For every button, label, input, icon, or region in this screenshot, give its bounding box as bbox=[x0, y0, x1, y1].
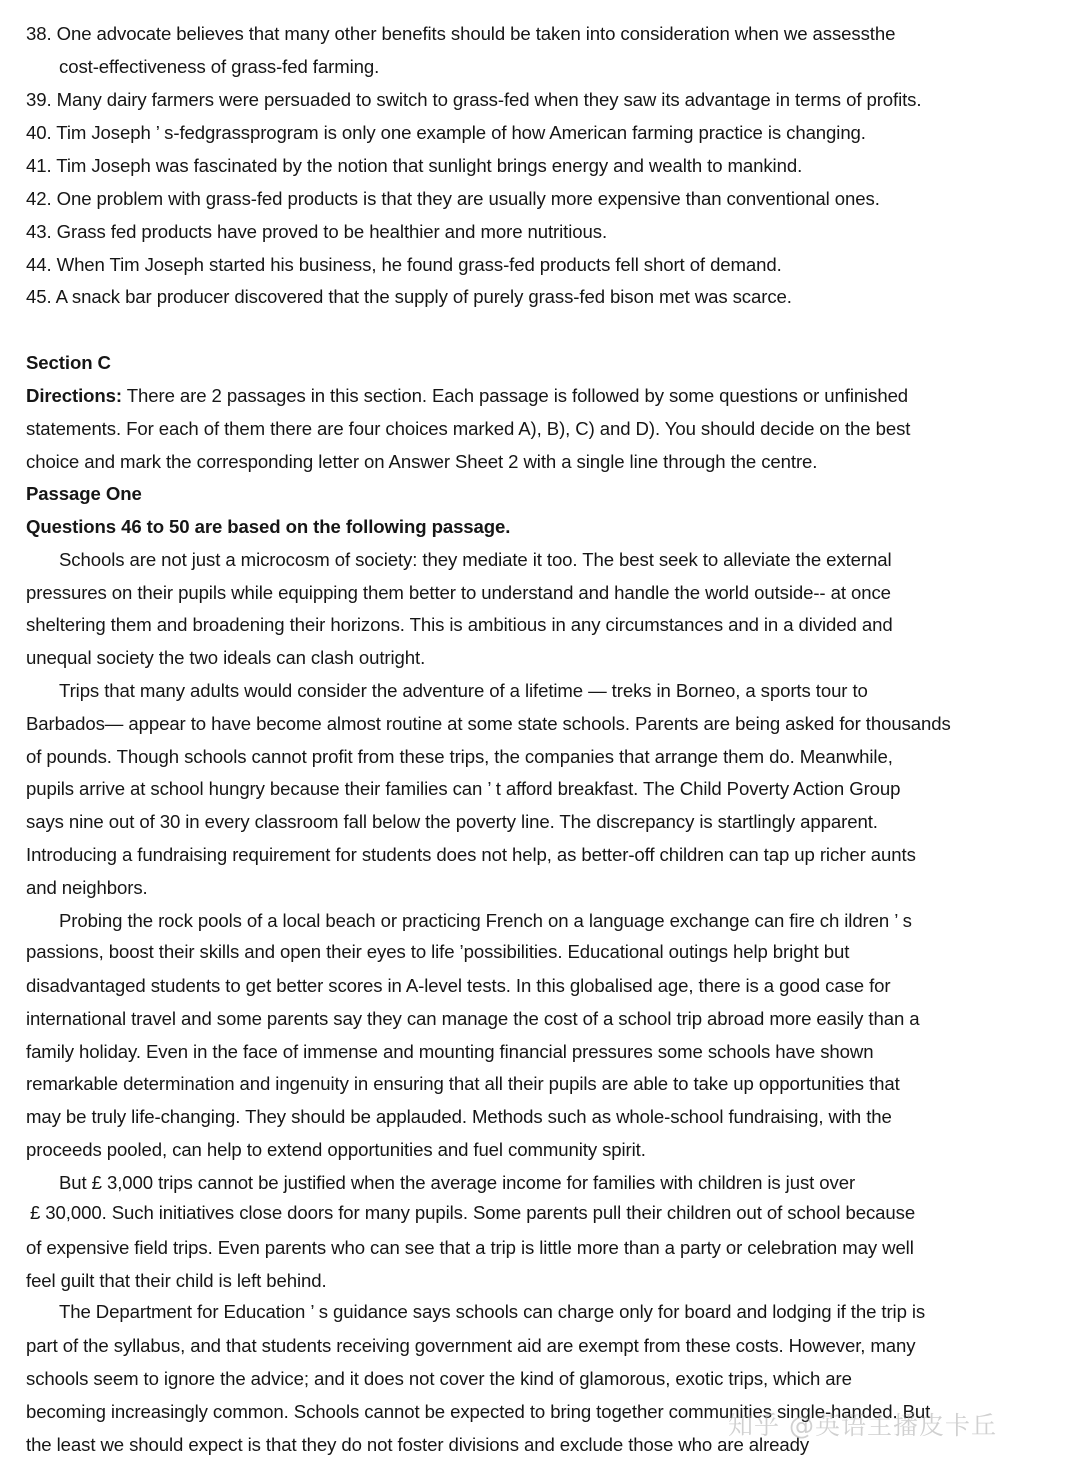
passage-line: of pounds. Though schools cannot profit from these trips, the companies that arrange them do. Meanwhile, bbox=[26, 746, 893, 767]
questions-heading: Questions 46 to 50 are based on the following passage. bbox=[26, 516, 511, 537]
passage-line: Trips that many adults would consider the adventure of a lifetime — treks in Borneo, a sports tour to bbox=[59, 680, 868, 701]
passage-line: the least we should expect is that they do not foster divisions and exclude those who are already bbox=[26, 1434, 810, 1455]
passage-line: of expensive field trips. Even parents who can see that a trip is little more than a party or celebration may well bbox=[26, 1237, 914, 1258]
statement-43: 43. Grass fed products have proved to be healthier and more nutritious. bbox=[26, 221, 608, 242]
passage-line: unequal society the two ideals can clash outright. bbox=[26, 647, 426, 668]
passage-line: family holiday. Even in the face of immense and mounting financial pressures some schools have shown bbox=[26, 1041, 874, 1062]
passage-line: But £ 3,000 trips cannot be justified when the average income for families with children is just over bbox=[59, 1172, 856, 1193]
document-page bbox=[26, 0, 1066, 1468]
statement-38: 38. One advocate believes that many other benefits should be taken into consideration when we assessthe bbox=[26, 23, 896, 44]
watermark: 知乎 @英语主播皮卡丘 bbox=[728, 1411, 997, 1440]
passage-title: Passage One bbox=[26, 483, 142, 504]
statement-44: 44. When Tim Joseph started his business, he found grass-fed products fell short of demand. bbox=[26, 254, 782, 275]
passage-line: proceeds pooled, can help to extend opportunities and fuel community spirit. bbox=[26, 1139, 646, 1160]
section-heading: Section C bbox=[26, 352, 111, 373]
passage-line: becoming increasingly common. Schools cannot be expected to bring together communities single-handed. But bbox=[26, 1401, 931, 1422]
passage-line: pupils arrive at school hungry because their families can ’ t afford breakfast. The Child Poverty Action Group bbox=[26, 778, 901, 799]
directions-line-1 bbox=[26, 384, 908, 408]
passage-line: international travel and some parents say they can manage the cost of a school trip abroad more easily than a bbox=[26, 1008, 920, 1029]
passage-line: part of the syllabus, and that students receiving government aid are exempt from these costs. However, many bbox=[26, 1335, 916, 1356]
passage-line: Schools are not just a microcosm of society: they mediate it too. The best seek to alleviate the external bbox=[59, 549, 892, 570]
passage-line: passions, boost their skills and open their eyes to life ’possibilities. Educational outings help bright but bbox=[26, 941, 850, 962]
passage-line: feel guilt that their child is left behind. bbox=[26, 1270, 327, 1291]
passage-line: says nine out of 30 in every classroom fall below the poverty line. The discrepancy is startlingly apparent. bbox=[26, 811, 878, 832]
passage-line: Probing the rock pools of a local beach or practicing French on a language exchange can fire ch ildren ’ s bbox=[59, 910, 912, 931]
passage-line: Introducing a fundraising requirement for students does not help, as better-off children can tap up richer aunts bbox=[26, 844, 916, 865]
passage-line: schools seem to ignore the advice; and it does not cover the kind of glamorous, exotic trips, which are bbox=[26, 1368, 852, 1389]
statement-39: 39. Many dairy farmers were persuaded to switch to grass-fed when they saw its advantage in terms of profits. bbox=[26, 89, 922, 110]
passage-line: remarkable determination and ingenuity in ensuring that all their pupils are able to take up opportunities that bbox=[26, 1073, 900, 1094]
passage-line: and neighbors. bbox=[26, 877, 148, 898]
passage-line: may be truly life-changing. They should be applauded. Methods such as whole-school fundraising, with the bbox=[26, 1106, 892, 1127]
statement-41: 41. Tim Joseph was fascinated by the notion that sunlight brings energy and wealth to mankind. bbox=[26, 155, 803, 176]
statement-40: 40. Tim Joseph ’ s-fedgrassprogram is only one example of how American farming practice is changing. bbox=[26, 122, 866, 143]
passage-line: pressures on their pupils while equipping them better to understand and handle the world outside-- at once bbox=[26, 582, 891, 603]
statement-38-continued: cost-effectiveness of grass-fed farming. bbox=[59, 56, 380, 77]
directions-text: There are 2 passages in this section. Each passage is followed by some questions or unfinished bbox=[122, 385, 909, 406]
directions-label: Directions: bbox=[26, 385, 123, 406]
directions-line-2: statements. For each of them there are four choices marked A), B), C) and D). You should decide on the best bbox=[26, 418, 911, 439]
statement-42: 42. One problem with grass-fed products is that they are usually more expensive than conventional ones. bbox=[26, 188, 880, 209]
statement-45: 45. A snack bar producer discovered that the supply of purely grass-fed bison met was scarce. bbox=[26, 286, 792, 307]
directions-line-3: choice and mark the corresponding letter on Answer Sheet 2 with a single line through the centre. bbox=[26, 451, 818, 472]
passage-line: The Department for Education ’ s guidance says schools can charge only for board and lodging if the trip is bbox=[59, 1301, 926, 1322]
passage-line: sheltering them and broadening their horizons. This is ambitious in any circumstances and in a divided and bbox=[26, 614, 893, 635]
passage-line: Barbados— appear to have become almost routine at some state schools. Parents are being asked for thousands bbox=[26, 713, 951, 734]
passage-line: £ 30,000. Such initiatives close doors for many pupils. Some parents pull their children out of school because bbox=[30, 1202, 916, 1223]
passage-line: disadvantaged students to get better scores in A-level tests. In this globalised age, there is a good case for bbox=[26, 975, 891, 996]
